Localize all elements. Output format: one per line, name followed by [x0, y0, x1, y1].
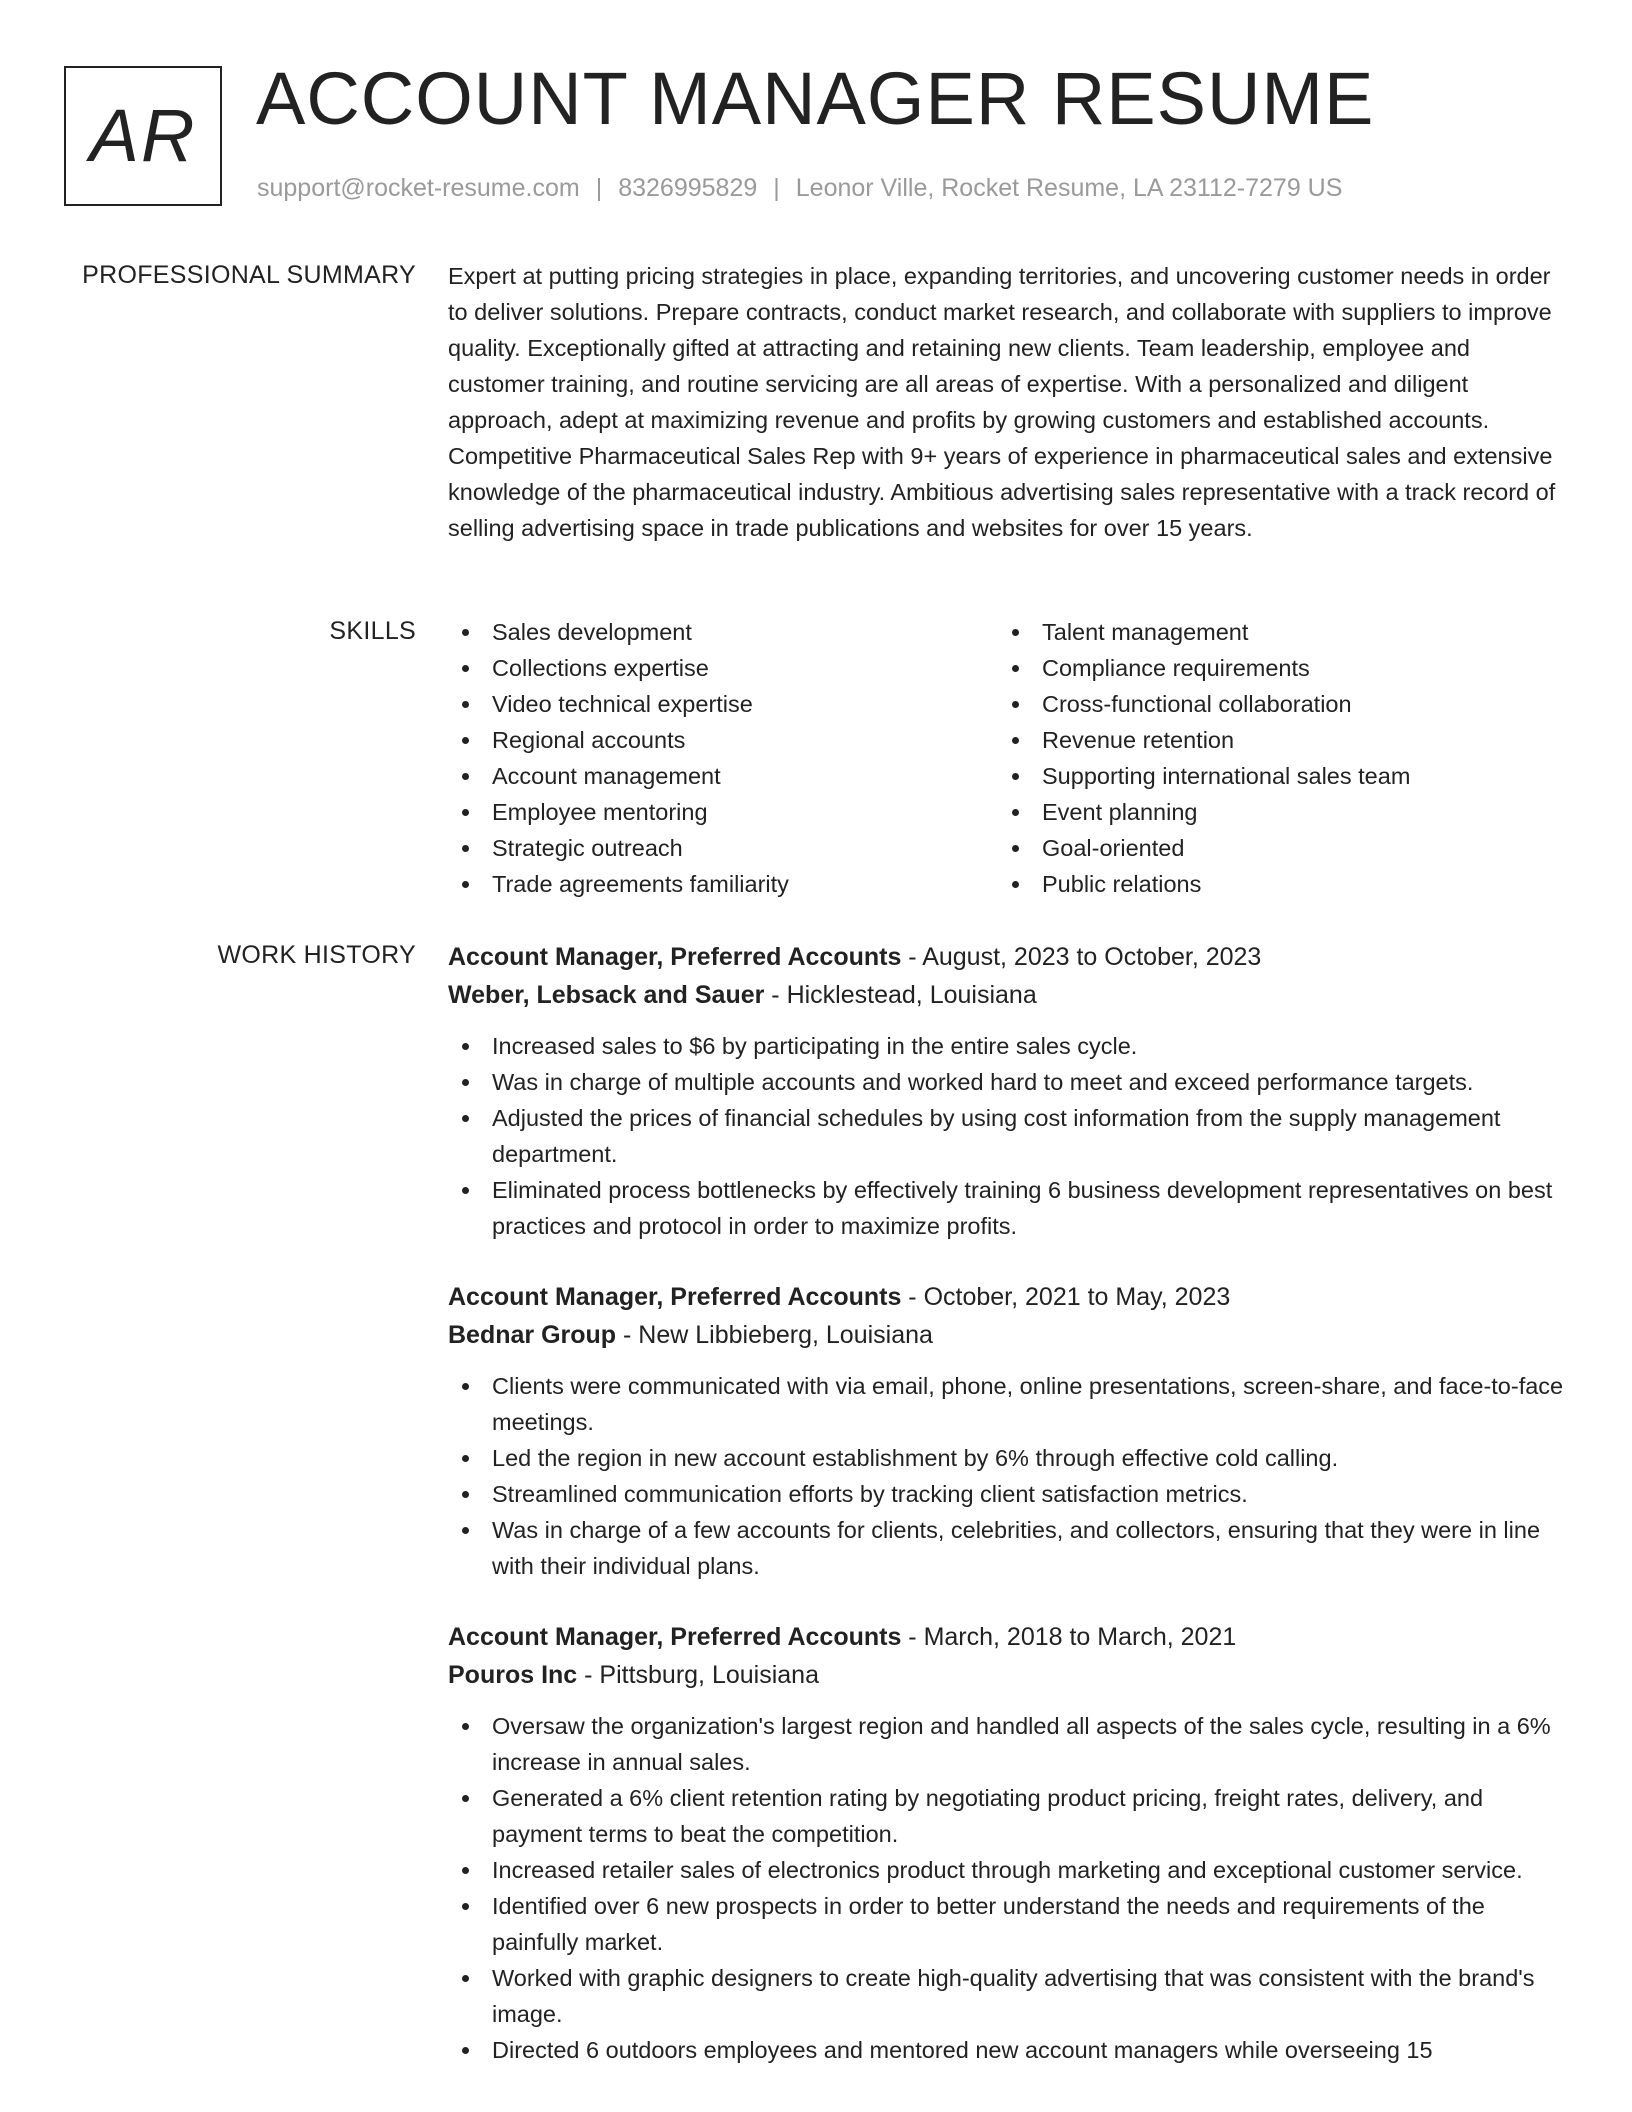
work-history-body: [448, 938, 1564, 2102]
job-location: - Hicklestead, Louisiana: [764, 981, 1037, 1009]
summary-body: [448, 258, 1564, 546]
skills-columns: [448, 614, 1564, 902]
contact-phone: 8326995829: [618, 174, 758, 202]
summary-text: Expert at putting pricing strategies in place, expanding territories, and uncovering customer needs in order to deliver solutions. Prepare contracts, conduct market research, and collaborate with suppliers to improve quality. Exceptionally gifted at attracting and retaining new clients. Team leadership, employee and customer training, and routine servicing are all areas of expertise. With a personalized and diligent approach, adept at maximizing revenue and profits by growing customers and established accounts. Competitive Pharmaceutical Sales Rep with 9+ years of experience in pharmaceutical sales and extensive knowledge of the pharmaceutical industry. Ambitious advertising sales representative with a track record of selling advertising space in trade publications and websites for over 15 years.: [448, 263, 1556, 541]
job-entry: [448, 938, 1564, 1244]
job-bullets: [448, 1368, 1564, 1584]
skill-item: Collections expertise: [448, 650, 998, 686]
skill-item: Sales development: [448, 614, 998, 650]
job-entry: [448, 1618, 1564, 2068]
skill-item: Public relations: [998, 866, 1548, 902]
contact-separator: |: [595, 174, 603, 202]
skill-item: Video technical expertise: [448, 686, 998, 722]
job-entry: [448, 1278, 1564, 1584]
skills-list-right: [998, 614, 1548, 902]
job-bullet: Eliminated process bottlenecks by effectively training 6 business development representatives on best practices and protocol in order to maximize profits.: [448, 1172, 1564, 1244]
job-title-line: [448, 1278, 1564, 1316]
job-title: Account Manager, Preferred Accounts: [448, 943, 902, 971]
skill-item: Compliance requirements: [998, 650, 1548, 686]
job-bullet: Increased sales to $6 by participating in the entire sales cycle.: [448, 1028, 1564, 1064]
job-bullet: Was in charge of multiple accounts and worked hard to meet and exceed performance targets.: [448, 1064, 1564, 1100]
job-bullet: Was in charge of a few accounts for clients, celebrities, and collectors, ensuring that they were in line with their individual plans.: [448, 1512, 1564, 1584]
skill-item: Supporting international sales team: [998, 758, 1548, 794]
job-bullet: Increased retailer sales of electronics product through marketing and exceptional customer service.: [448, 1852, 1564, 1888]
job-bullet: Adjusted the prices of financial schedules by using cost information from the supply management department.: [448, 1100, 1564, 1172]
job-title-line: [448, 1618, 1564, 1656]
monogram-initials: AR: [89, 94, 197, 177]
skill-item: Regional accounts: [448, 722, 998, 758]
skills-body: [448, 614, 1564, 902]
work-history-label: WORK HISTORY: [217, 941, 416, 969]
job-bullet: Directed 6 outdoors employees and mentored new account managers while overseeing 15: [448, 2032, 1564, 2068]
job-company: Pouros Inc: [448, 1661, 578, 1689]
skills-list-left: [448, 614, 998, 902]
job-dates: - March, 2018 to March, 2021: [901, 1623, 1237, 1651]
job-dates: - October, 2021 to May, 2023: [901, 1283, 1231, 1311]
job-bullet: Streamlined communication efforts by tracking client satisfaction metrics.: [448, 1476, 1564, 1512]
job-title-line: [448, 938, 1564, 976]
job-bullet: Oversaw the organization's largest region and handled all aspects of the sales cycle, resulting in a 6% increase in annual sales.: [448, 1708, 1564, 1780]
job-company-line: [448, 1656, 1564, 1694]
job-bullet: Led the region in new account establishment by 6% through effective cold calling.: [448, 1440, 1564, 1476]
job-company: Bednar Group: [448, 1321, 617, 1349]
skill-item: Revenue retention: [998, 722, 1548, 758]
summary-label: PROFESSIONAL SUMMARY: [82, 261, 416, 289]
skill-item: Talent management: [998, 614, 1548, 650]
job-company-line: [448, 976, 1564, 1014]
job-title: Account Manager, Preferred Accounts: [448, 1283, 902, 1311]
job-bullets: [448, 1028, 1564, 1244]
skills-label: SKILLS: [329, 617, 416, 645]
contact-line: [257, 174, 1342, 203]
job-location: - Pittsburg, Louisiana: [577, 1661, 819, 1689]
contact-email: support@rocket-resume.com: [257, 174, 580, 202]
contact-separator: |: [773, 174, 780, 202]
skill-item: Goal-oriented: [998, 830, 1548, 866]
skill-item: Account management: [448, 758, 998, 794]
contact-address: Leonor Ville, Rocket Resume, LA 23112-7279 US: [795, 174, 1343, 202]
job-bullet: Worked with graphic designers to create high-quality advertising that was consistent with the brand's image.: [448, 1960, 1564, 2032]
job-bullet: Clients were communicated with via email, phone, online presentations, screen-share, and face-to-face meetings.: [448, 1368, 1564, 1440]
job-location: - New Libbieberg, Louisiana: [616, 1321, 933, 1349]
skill-item: Employee mentoring: [448, 794, 998, 830]
job-bullet: Generated a 6% client retention rating by negotiating product pricing, freight rates, delivery, and payment terms to beat the competition.: [448, 1780, 1564, 1852]
job-dates: - August, 2023 to October, 2023: [901, 943, 1262, 971]
job-bullets: [448, 1708, 1564, 2068]
job-company-line: [448, 1316, 1564, 1354]
job-title: Account Manager, Preferred Accounts: [448, 1623, 902, 1651]
skill-item: Cross-functional collaboration: [998, 686, 1548, 722]
job-bullet: Identified over 6 new prospects in order to better understand the needs and requirements of the painfully market.: [448, 1888, 1564, 1960]
skill-item: Event planning: [998, 794, 1548, 830]
job-company: Weber, Lebsack and Sauer: [448, 981, 765, 1009]
skill-item: Strategic outreach: [448, 830, 998, 866]
page-title: ACCOUNT MANAGER RESUME: [256, 57, 1375, 140]
skill-item: Trade agreements familiarity: [448, 866, 998, 902]
monogram-box: [64, 66, 222, 206]
